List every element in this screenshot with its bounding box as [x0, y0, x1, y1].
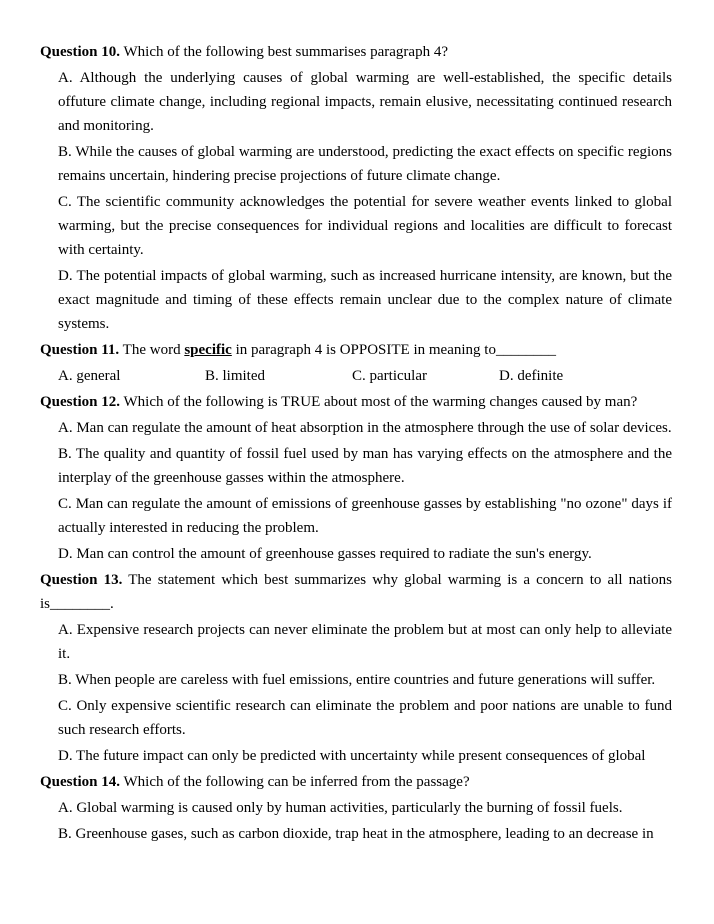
question-heading-11 — [40, 338, 672, 362]
question-block-11 — [40, 338, 672, 388]
question-prompt-after: in paragraph 4 is OPPOSITE in meaning to — [231, 342, 496, 358]
option-13-d: D. The future impact can only be predicted with uncertainty while present consequences of global — [58, 748, 646, 764]
question-heading-13 — [40, 568, 672, 616]
question-prompt: The statement which best summarizes why global warming is a concern to all nations is — [40, 572, 673, 612]
option-12-a: A. Man can regulate the amount of heat absorption in the atmosphere through the use of solar devices. — [58, 420, 672, 436]
question-label: Question 13. — [40, 572, 123, 588]
question-block-10 — [40, 40, 672, 336]
question-heading-14 — [40, 770, 672, 794]
answer-blank: ________ — [495, 342, 556, 358]
option-12-d: D. Man can control the amount of greenhouse gasses required to radiate the sun's energy. — [58, 546, 592, 562]
option-11-b: B. limited — [205, 368, 265, 384]
question-heading-12 — [40, 390, 672, 414]
question-prompt-before: The word — [119, 342, 185, 358]
question-label: Question 11. — [40, 342, 120, 358]
question-prompt: Which of the following can be inferred from the passage? — [120, 774, 470, 790]
underlined-keyword: specific — [184, 342, 232, 358]
option-12-c: C. Man can regulate the amount of emissions of greenhouse gasses by establishing "no ozone" days if actually interested in reducing the problem. — [58, 496, 672, 536]
question-block-13 — [40, 568, 672, 768]
option-13-a: A. Expensive research projects can never eliminate the problem but at most can only help to alleviate it. — [58, 622, 672, 662]
question-block-14 — [40, 770, 672, 846]
question-prompt: Which of the following best summarises paragraph 4? — [120, 44, 448, 60]
option-10-b: B. While the causes of global warming are understood, predicting the exact effects on specific regions remains uncertain, hindering precise projections of future climate change. — [58, 144, 672, 184]
inline-options-row — [58, 364, 672, 388]
question-label: Question 14. — [40, 774, 121, 790]
option-11-d: D. definite — [499, 368, 564, 384]
option-12-b: B. The quality and quantity of fossil fuel used by man has varying effects on the atmosphere and the interplay of the greenhouse gasses within the atmosphere. — [58, 446, 672, 486]
question-block-12 — [40, 390, 672, 566]
question-label: Question 10. — [40, 44, 121, 60]
option-13-b: B. When people are careless with fuel emissions, entire countries and future generations will suffer. — [58, 672, 656, 688]
option-14-a: A. Global warming is caused only by human activities, particularly the burning of fossil fuels. — [58, 800, 623, 816]
option-10-c: C. The scientific community acknowledges the potential for severe weather events linked to global warming, but the precise consequences for individual regions and localities are difficult to forecast with certainty. — [58, 194, 672, 258]
question-heading-10 — [40, 40, 672, 64]
option-11-c: C. particular — [352, 368, 427, 384]
option-11-a: A. general — [58, 368, 121, 384]
option-10-d: D. The potential impacts of global warming, such as increased hurricane intensity, are known, but the exact magnitude and timing of these effects remain unclear due to the complex nature of climate systems. — [58, 268, 672, 332]
option-14-b: B. Greenhouse gases, such as carbon dioxide, trap heat in the atmosphere, leading to an decrease in — [58, 826, 654, 842]
answer-blank: ________ — [50, 596, 111, 612]
question-label: Question 12. — [40, 394, 121, 410]
blank-suffix: . — [110, 596, 114, 612]
question-prompt: Which of the following is TRUE about most of the warming changes caused by man? — [120, 394, 638, 410]
option-10-a: A. Although the underlying causes of global warming are well-established, the specific details offuture climate change, including regional impacts, remain elusive, necessitating continued research and monitoring. — [58, 70, 672, 134]
option-13-c: C. Only expensive scientific research can eliminate the problem and poor nations are unable to fund such research efforts. — [58, 698, 672, 738]
